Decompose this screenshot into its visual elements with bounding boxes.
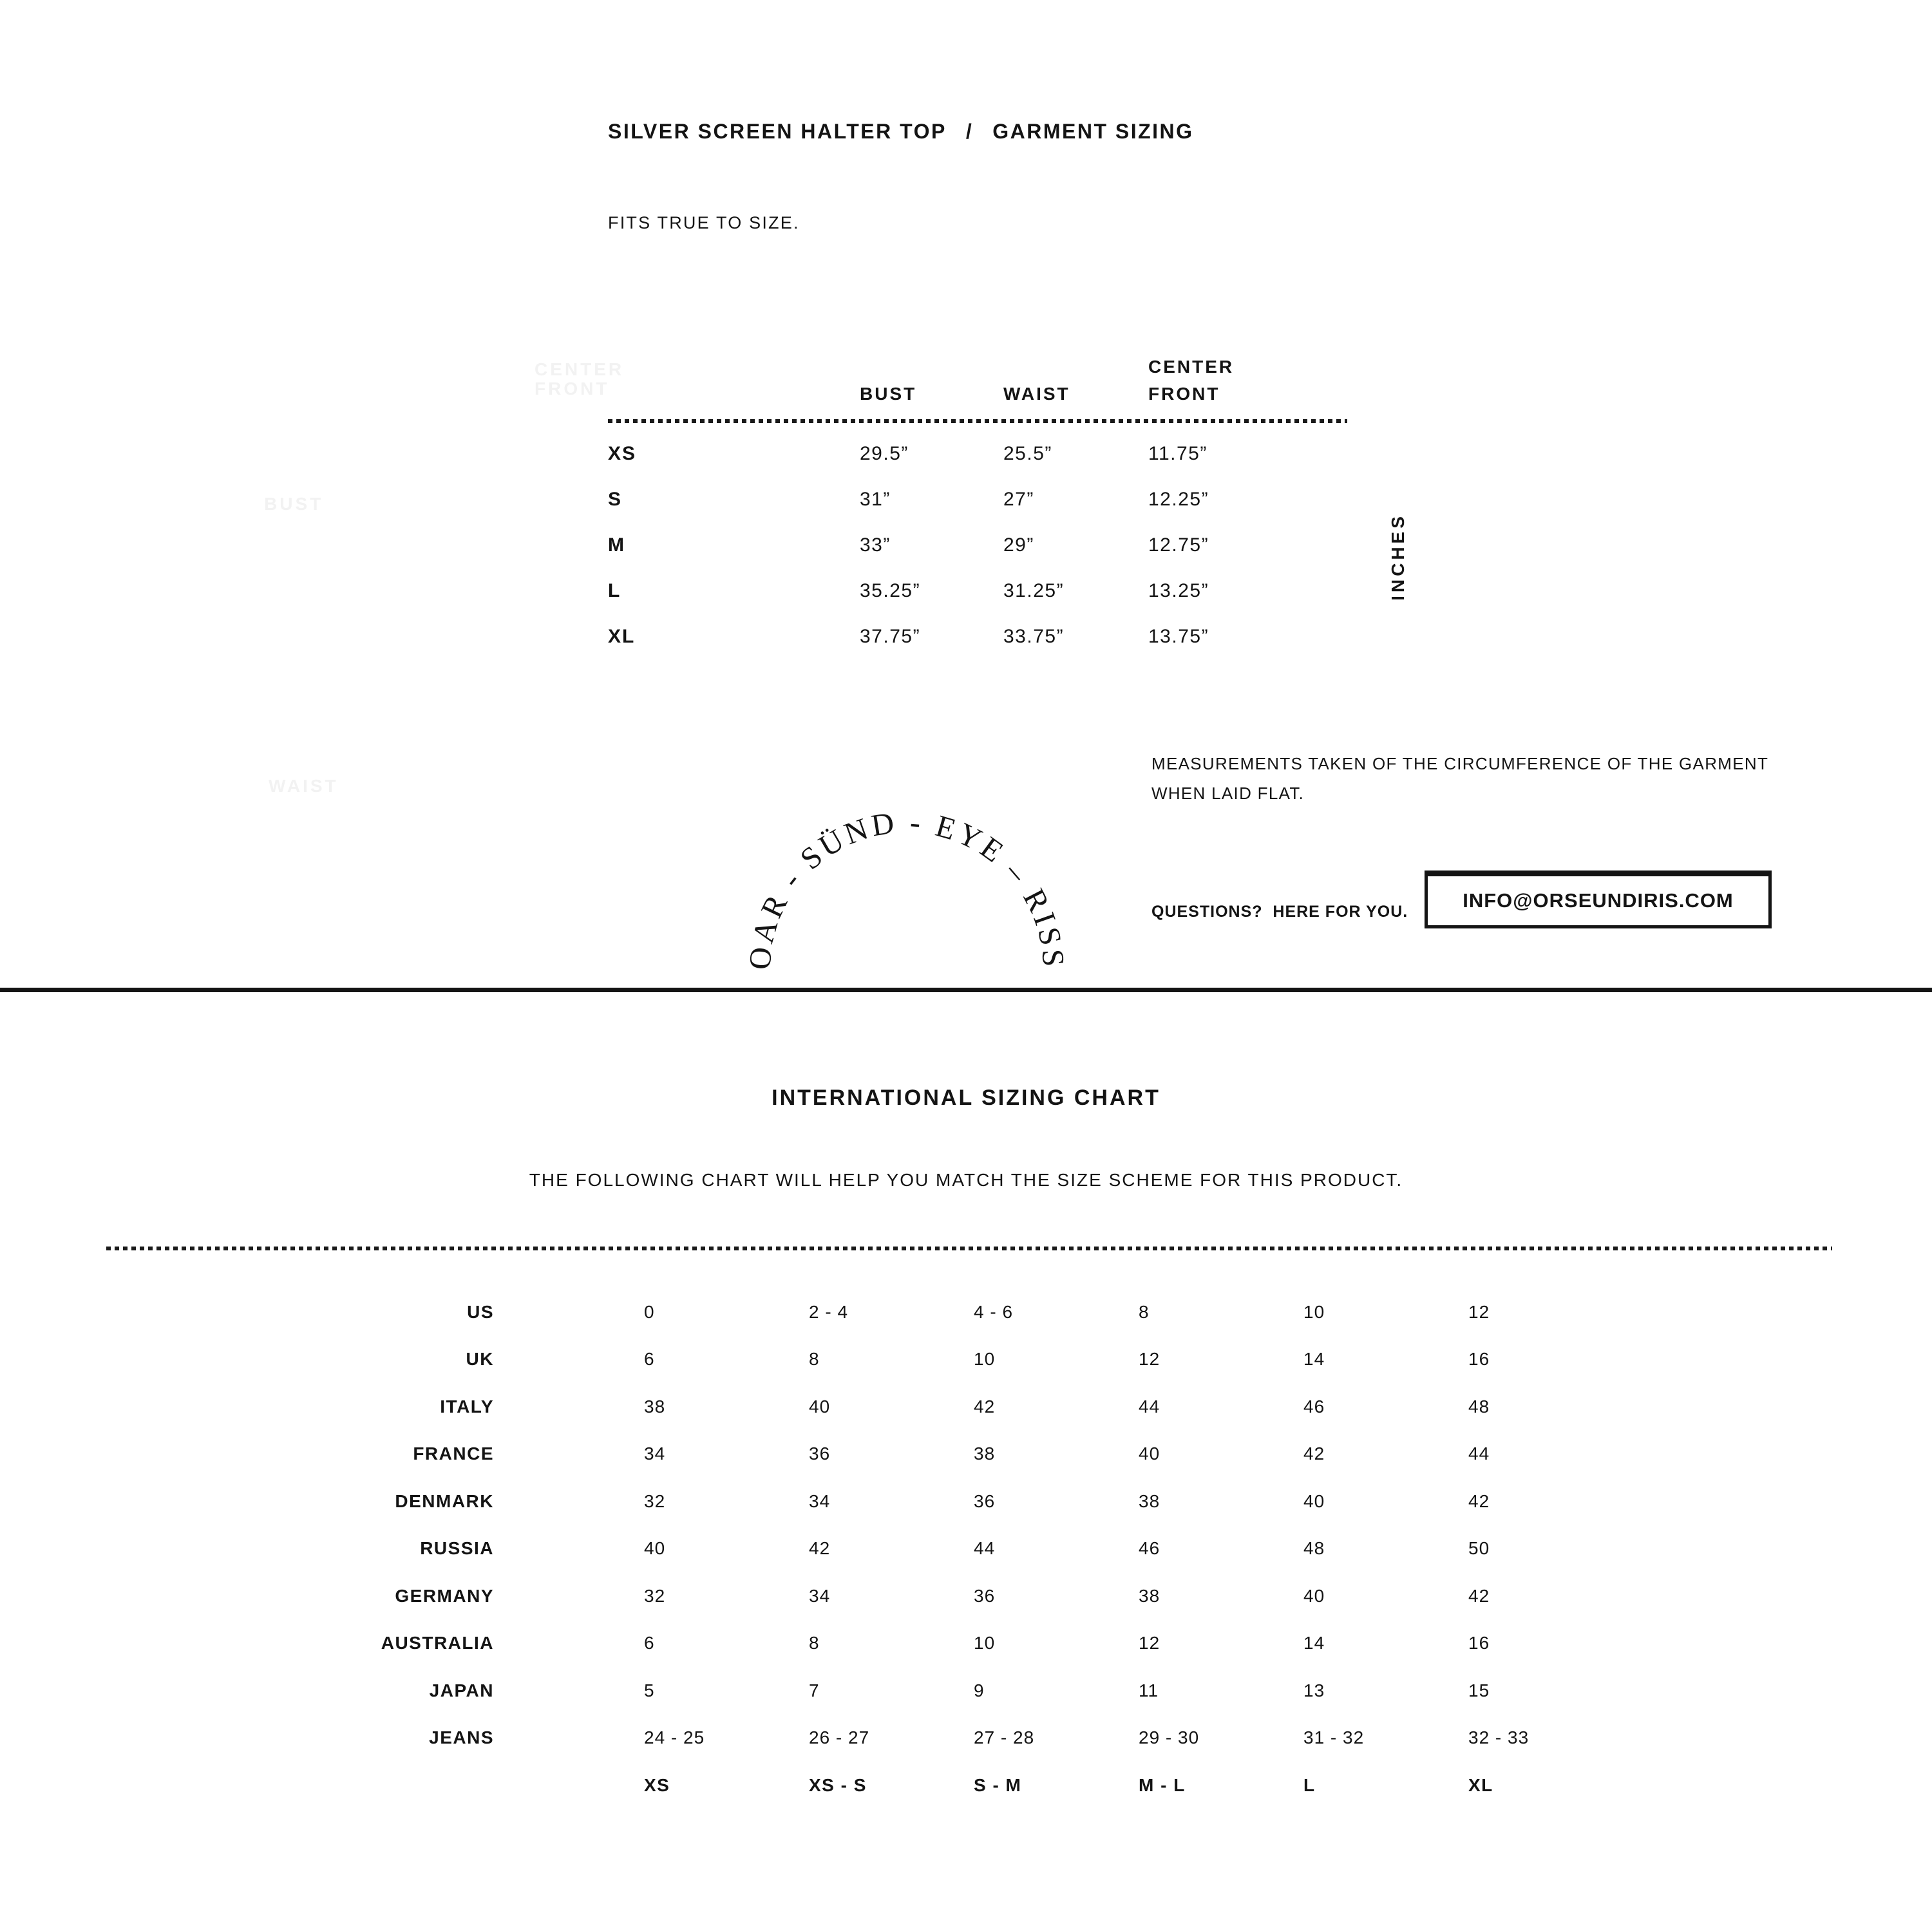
intl-row-values-cell: 8 <box>809 1633 820 1653</box>
brand-logo-text: OAR - SÜND - EYE – RISS <box>743 805 1071 971</box>
intl-row-values-cell: 46 <box>1139 1538 1160 1559</box>
intl-size-key-row <box>0 1762 1932 1809</box>
intl-row-values-cell: 15 <box>1468 1680 1490 1700</box>
intl-row-values-cell: 12 <box>1468 1301 1490 1322</box>
intl-size-table <box>0 1288 1932 1809</box>
questions-label: QUESTIONS? HERE FOR YOU. <box>1151 903 1408 921</box>
intl-row-values-cell: 42 <box>809 1538 831 1559</box>
intl-row-values-cell: 44 <box>1468 1444 1490 1464</box>
intl-row-values-cell: 36 <box>809 1444 831 1464</box>
garment-size-table <box>608 351 1347 659</box>
garment-row-center_front-cell: 13.25” <box>1148 579 1209 601</box>
intl-title: INTERNATIONAL SIZING CHART <box>772 1086 1160 1110</box>
diagram-label-waist: WAIST <box>269 776 339 796</box>
intl-size-key-row-values-cell: XS <box>644 1774 670 1795</box>
intl-row <box>0 1431 1932 1478</box>
intl-row-values-cell: 42 <box>974 1396 996 1416</box>
intl-row-values-cell: 40 <box>1303 1491 1325 1511</box>
intl-row-values-cell: 34 <box>644 1444 666 1464</box>
intl-row <box>0 1336 1932 1384</box>
fit-note: FITS TRUE TO SIZE. <box>608 213 800 232</box>
garment-row-waist-cell: 27” <box>1003 488 1034 510</box>
garment-row-size-cell: M <box>608 534 625 556</box>
intl-row-values-cell: 38 <box>644 1396 666 1416</box>
intl-row-values-cell: 32 <box>644 1585 666 1606</box>
intl-row-values-cell: 32 - 33 <box>1468 1727 1530 1748</box>
intl-dotted-divider <box>106 1247 1832 1250</box>
intl-row-values-cell: 12 <box>1139 1633 1160 1653</box>
diagram-label-center-front-line2: FRONT <box>535 379 610 399</box>
intl-row-values-cell: 32 <box>644 1491 666 1511</box>
intl-row-label-cell: DENMARK <box>395 1491 494 1511</box>
intl-row-values-cell: 34 <box>809 1491 831 1511</box>
intl-row-values-cell: 2 - 4 <box>809 1301 849 1322</box>
garment-row-size-cell: XS <box>608 442 637 464</box>
intl-row-values-cell: 10 <box>974 1349 996 1369</box>
garment-row-size-cell: L <box>608 579 621 601</box>
diagram-label-bust: BUST <box>264 494 324 514</box>
intl-row <box>0 1478 1932 1525</box>
garment-header-waist: WAIST <box>1003 384 1070 404</box>
intl-size-key-rows <box>0 1762 1932 1809</box>
garment-row <box>608 568 1347 614</box>
garment-row-center_front-cell: 12.75” <box>1148 534 1209 556</box>
intl-table-rows <box>0 1288 1932 1762</box>
intl-row-values-cell: 40 <box>1303 1585 1325 1606</box>
garment-row <box>608 476 1347 522</box>
intl-row-values-cell: 11 <box>1139 1680 1159 1700</box>
garment-row-center_front-cell: 11.75” <box>1148 442 1208 464</box>
intl-row-values-cell: 38 <box>1139 1491 1160 1511</box>
intl-row-values-cell: 10 <box>1303 1301 1325 1322</box>
garment-row-bust-cell: 35.25” <box>860 579 921 601</box>
units-label: INCHES <box>1388 513 1408 601</box>
garment-row <box>608 522 1347 568</box>
section-title: GARMENT SIZING <box>992 120 1194 143</box>
garment-table-header <box>608 351 1347 408</box>
page-title <box>608 120 1194 144</box>
intl-row <box>0 1667 1932 1715</box>
intl-row-values-cell: 7 <box>809 1680 820 1700</box>
intl-row-label-cell: RUSSIA <box>420 1538 494 1559</box>
intl-row-values-cell: 29 - 30 <box>1139 1727 1200 1748</box>
garment-header-bust: BUST <box>860 384 917 404</box>
intl-row-values-cell: 0 <box>644 1301 655 1322</box>
intl-row-values-cell: 31 - 32 <box>1303 1727 1365 1748</box>
garment-row <box>608 431 1347 476</box>
contact-email-button[interactable]: INFO@ORSEUNDIRIS.COM <box>1425 871 1772 928</box>
intl-row-values-cell: 9 <box>974 1680 985 1700</box>
garment-row-center_front-cell: 12.25” <box>1148 488 1209 510</box>
intl-size-key-row-values-cell: L <box>1303 1774 1316 1795</box>
garment-row-center_front-cell: 13.75” <box>1148 625 1209 647</box>
title-separator: / <box>965 120 974 143</box>
intl-size-key-row-values-cell: S - M <box>974 1774 1022 1795</box>
garment-row-size-cell: S <box>608 488 623 510</box>
garment-row-bust-cell: 29.5” <box>860 442 909 464</box>
measurement-note-line1: MEASUREMENTS TAKEN OF THE CIRCUMFERENCE OF THE GARMENT <box>1151 754 1769 773</box>
intl-row-label-cell: ITALY <box>440 1396 494 1416</box>
intl-row-values-cell: 8 <box>1139 1301 1150 1322</box>
intl-row-values-cell: 40 <box>809 1396 831 1416</box>
intl-row <box>0 1572 1932 1620</box>
intl-row-values-cell: 24 - 25 <box>644 1727 705 1748</box>
intl-row-values-cell: 10 <box>974 1633 996 1653</box>
intl-row-values-cell: 42 <box>1468 1491 1490 1511</box>
intl-row-values-cell: 12 <box>1139 1349 1160 1369</box>
intl-row <box>0 1288 1932 1336</box>
garment-row-size-cell: XL <box>608 625 636 647</box>
garment-row-waist-cell: 33.75” <box>1003 625 1065 647</box>
garment-row-bust-cell: 37.75” <box>860 625 921 647</box>
garment-row <box>608 614 1347 659</box>
garment-table-rows <box>608 431 1347 659</box>
intl-row-values-cell: 5 <box>644 1680 655 1700</box>
intl-row <box>0 1383 1932 1431</box>
intl-row-values-cell: 48 <box>1303 1538 1325 1559</box>
intl-row-values-cell: 44 <box>1139 1396 1160 1416</box>
intl-row <box>0 1620 1932 1668</box>
intl-row-values-cell: 36 <box>974 1585 996 1606</box>
intl-row-values-cell: 50 <box>1468 1538 1490 1559</box>
intl-row-values-cell: 16 <box>1468 1633 1490 1653</box>
intl-row-values-cell: 46 <box>1303 1396 1325 1416</box>
measurement-note <box>1151 749 1808 808</box>
intl-size-key-row-values-cell: XS - S <box>809 1774 867 1795</box>
intl-row-values-cell: 4 - 6 <box>974 1301 1014 1322</box>
intl-row-values-cell: 6 <box>644 1349 655 1369</box>
intl-row-values-cell: 13 <box>1303 1680 1325 1700</box>
intl-row-values-cell: 38 <box>1139 1585 1160 1606</box>
intl-row-values-cell: 36 <box>974 1491 996 1511</box>
garment-header-center-front-line1: CENTER <box>1148 357 1235 377</box>
intl-row-label-cell: GERMANY <box>395 1585 494 1606</box>
intl-row-values-cell: 16 <box>1468 1349 1490 1369</box>
intl-row-values-cell: 14 <box>1303 1349 1325 1369</box>
intl-row-values-cell: 6 <box>644 1633 655 1653</box>
brand-logo-arc <box>708 776 1108 995</box>
intl-row-values-cell: 48 <box>1468 1396 1490 1416</box>
intl-row <box>0 1715 1932 1762</box>
intl-row-values-cell: 40 <box>1139 1444 1160 1464</box>
intl-row-label-cell: UK <box>466 1349 494 1369</box>
product-name: SILVER SCREEN HALTER TOP <box>608 120 947 143</box>
diagram-label-center-front-line1: CENTER <box>535 359 625 379</box>
garment-row-waist-cell: 29” <box>1003 534 1034 556</box>
svg-text:OAR - SÜND - EYE – RISS <box>743 805 1070 971</box>
measurement-note-line2: WHEN LAID FLAT. <box>1151 784 1305 803</box>
intl-size-key-row-values-cell: M - L <box>1139 1774 1186 1795</box>
garment-row-bust-cell: 33” <box>860 534 891 556</box>
intl-row-values-cell: 40 <box>644 1538 666 1559</box>
intl-row-values-cell: 42 <box>1303 1444 1325 1464</box>
intl-row-values-cell: 34 <box>809 1585 831 1606</box>
intl-row-label-cell: JAPAN <box>429 1680 494 1700</box>
intl-row-label-cell: FRANCE <box>413 1444 494 1464</box>
intl-row-values-cell: 26 - 27 <box>809 1727 870 1748</box>
intl-row-values-cell: 8 <box>809 1349 820 1369</box>
intl-row-label-cell: AUSTRALIA <box>381 1633 494 1653</box>
intl-row <box>0 1525 1932 1573</box>
section-divider <box>0 988 1932 992</box>
intl-row-values-cell: 42 <box>1468 1585 1490 1606</box>
intl-row-values-cell: 14 <box>1303 1633 1325 1653</box>
intl-row-values-cell: 38 <box>974 1444 996 1464</box>
intl-row-label-cell: JEANS <box>429 1727 494 1748</box>
garment-header-center-front <box>1148 353 1347 408</box>
garment-row-waist-cell: 31.25” <box>1003 579 1065 601</box>
intl-row-label-cell: US <box>467 1301 494 1322</box>
intl-row-values-cell: 27 - 28 <box>974 1727 1035 1748</box>
garment-table-dotted-divider <box>608 419 1347 423</box>
garment-row-waist-cell: 25.5” <box>1003 442 1052 464</box>
garment-header-center-front-line2: FRONT <box>1148 384 1220 404</box>
intl-row-values-cell: 44 <box>974 1538 996 1559</box>
garment-row-bust-cell: 31” <box>860 488 891 510</box>
intl-size-key-row-values-cell: XL <box>1468 1774 1493 1795</box>
intl-subtitle: THE FOLLOWING CHART WILL HELP YOU MATCH THE SIZE SCHEME FOR THIS PRODUCT. <box>529 1170 1403 1190</box>
